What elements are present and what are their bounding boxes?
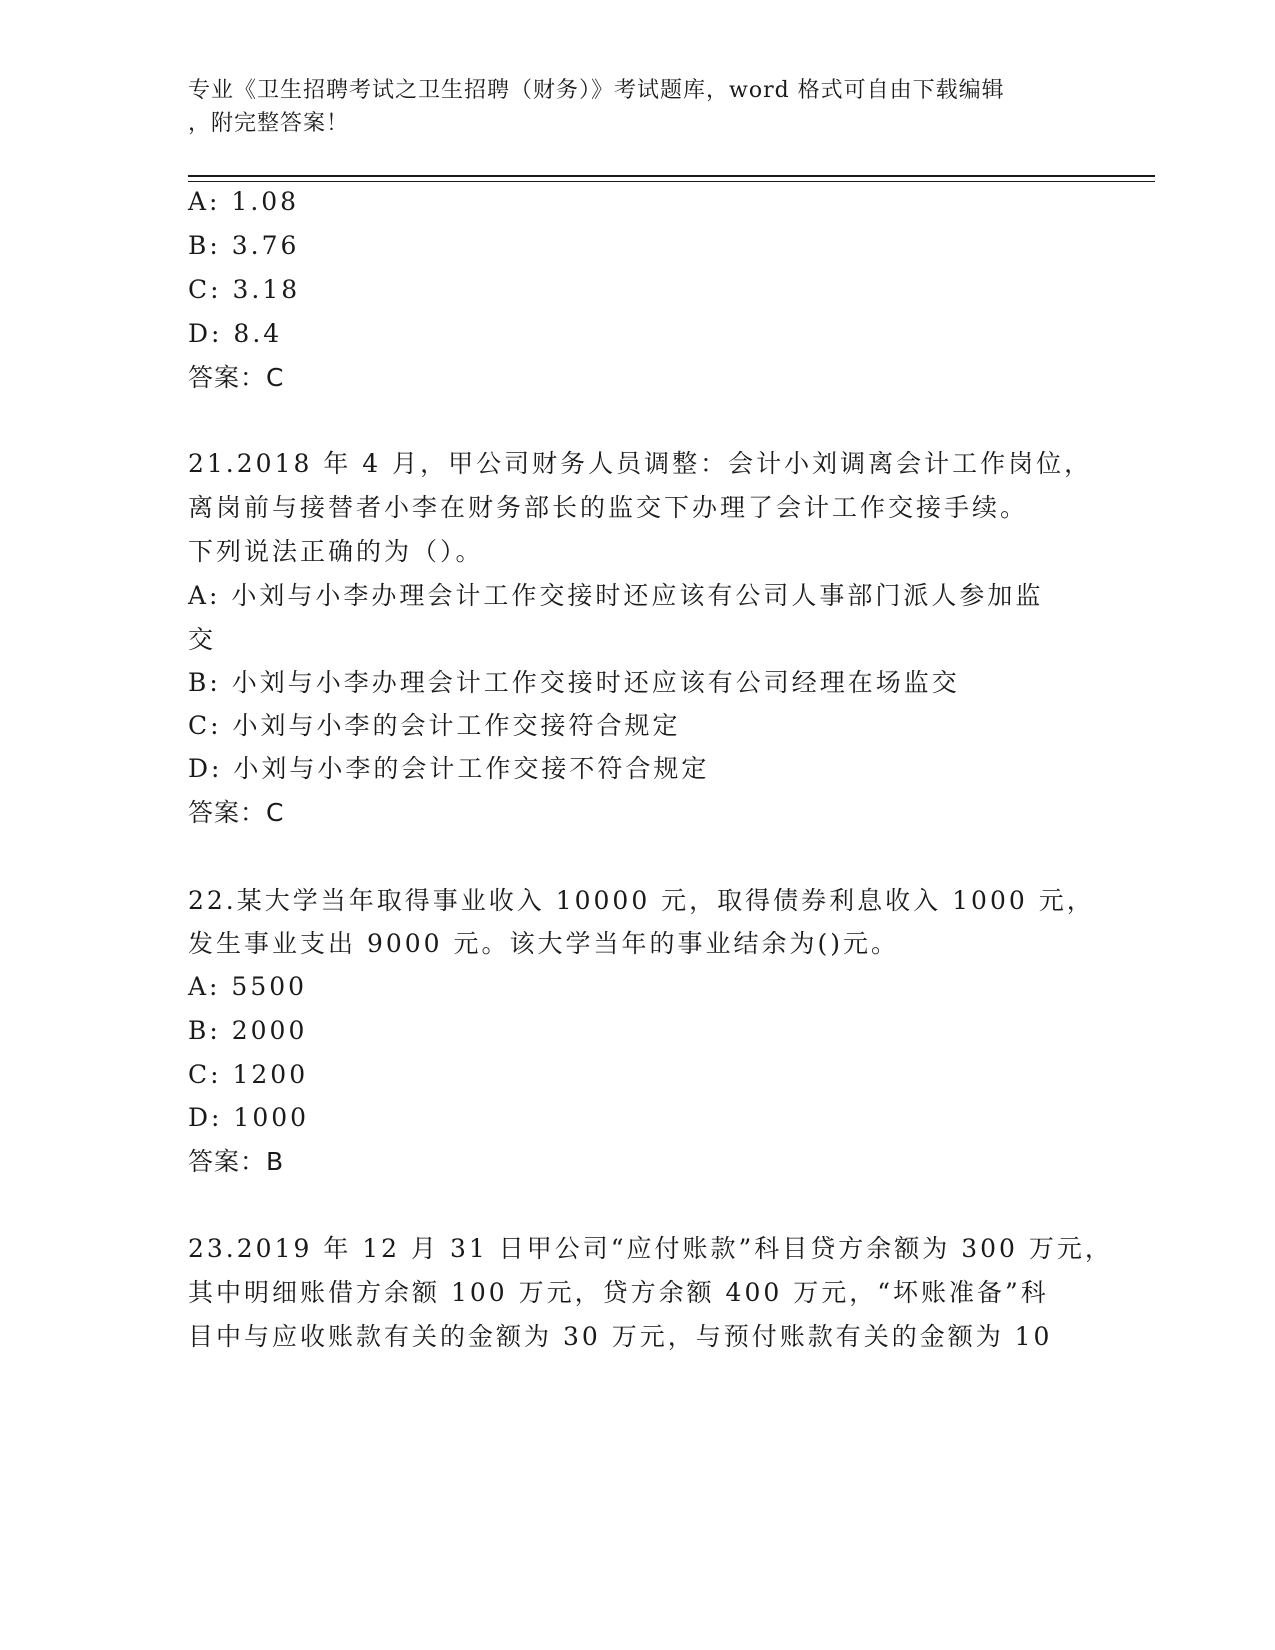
header-line-2: ，附完整答案！	[188, 111, 350, 136]
header-line-1: 专业《卫生招聘考试之卫生招聘（财务）》考试题库，word 格式可自由下载编辑	[188, 78, 1005, 103]
q20-option-a: A: 1.08	[188, 187, 300, 216]
q21-stem-line-2: 离岗前与接替者小李在财务部长的监交下办理了会计工作交接手续。	[188, 493, 1029, 522]
q22-answer: 答案：B	[188, 1147, 285, 1176]
q22-stem-line-2: 发生事业支出 9000 元。该大学当年的事业结余为()元。	[188, 929, 900, 958]
q21-stem-line-1: 21.2018 年 4 月，甲公司财务人员调整：会计小刘调离会计工作岗位，	[188, 449, 1093, 478]
header-rule-thick	[188, 175, 1155, 177]
q20-option-d: D: 8.4	[188, 319, 283, 348]
q22-option-b: B: 2000	[188, 1016, 308, 1045]
q20-option-b: B: 3.76	[188, 231, 300, 260]
q22-option-a: A: 5500	[188, 972, 308, 1001]
document-header	[188, 74, 1088, 140]
q21-stem-line-3: 下列说法正确的为（）。	[188, 537, 484, 566]
header-rule-thin	[188, 181, 1155, 182]
q20-answer: 答案：C	[188, 363, 285, 392]
q21-option-b: B: 小刘与小李办理会计工作交接时还应该有公司经理在场监交	[188, 668, 960, 697]
q22-option-d: D: 1000	[188, 1103, 310, 1132]
q21-option-c: C: 小刘与小李的会计工作交接符合规定	[188, 711, 681, 740]
q23-stem-line-1: 23.2019 年 12 月 31 日甲公司“应付账款”科目贷方余额为 300 万元，	[188, 1234, 1113, 1263]
q22-stem-line-1: 22.某大学当年取得事业收入 10000 元，取得债券利息收入 1000 元，	[188, 886, 1095, 915]
q21-option-d: D: 小刘与小李的会计工作交接不符合规定	[188, 754, 710, 783]
q23-stem-line-3: 目中与应收账款有关的金额为 30 万元，与预付账款有关的金额为 10	[188, 1322, 1053, 1351]
q23-stem-line-2: 其中明细账借方余额 100 万元，贷方余额 400 万元，“坏账准备”科	[188, 1278, 1049, 1307]
q20-option-c: C: 3.18	[188, 275, 301, 304]
q21-option-a-line-2: 交	[188, 625, 217, 654]
q21-option-a-line-1: A: 小刘与小李办理会计工作交接时还应该有公司人事部门派人参加监	[188, 581, 1044, 610]
q22-option-c: C: 1200	[188, 1060, 309, 1089]
q21-answer: 答案：C	[188, 798, 285, 827]
